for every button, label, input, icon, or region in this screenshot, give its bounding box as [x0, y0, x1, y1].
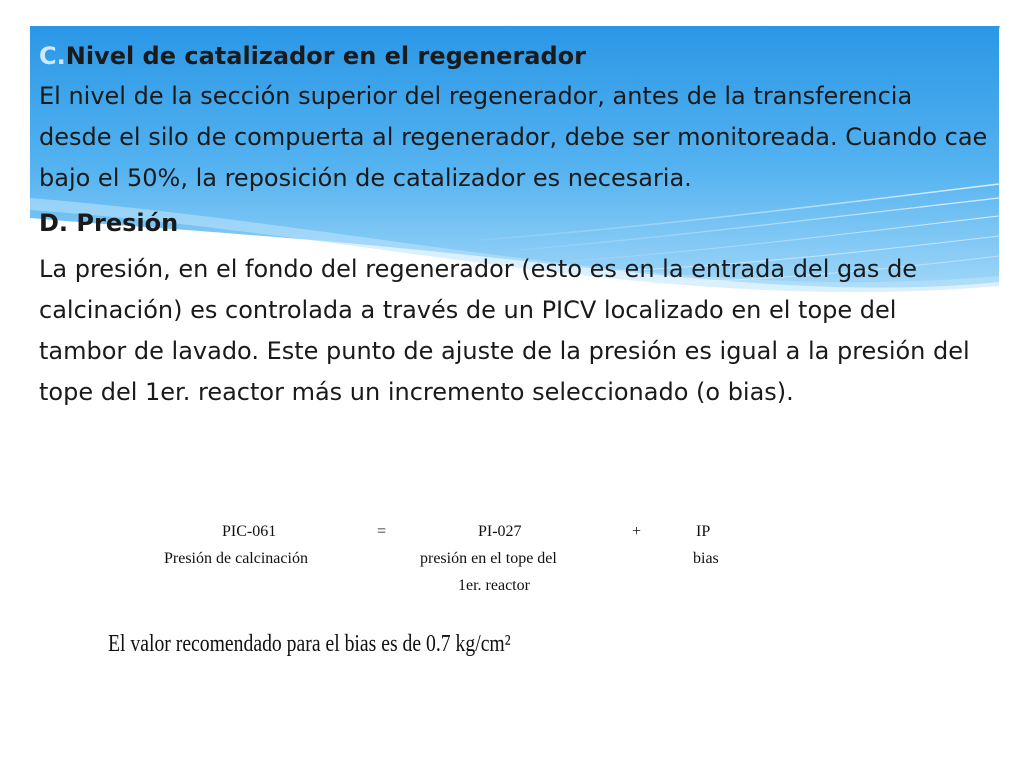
heading-section-c	[39, 38, 989, 74]
heading-section-c-prefix: C.	[39, 42, 66, 70]
formula-plus-sign: +	[632, 523, 642, 540]
formula-term3-symbol: ΙP	[696, 523, 711, 540]
recommendation-text: El valor recomendado para el bias es de 0.7 kg/cm²	[108, 631, 511, 657]
formula-equals-sign: =	[377, 523, 387, 540]
formula-term1-description: Presión de calcinación	[164, 550, 308, 567]
formula-term2-symbol: PI-027	[478, 523, 522, 540]
pressure-formula	[150, 518, 770, 608]
paragraph-section-d: La presión, en el fondo del regenerador (esto es en la entrada del gas de calcinación) es controlada a través de un PICV localizado en el tope del tambor de lavado. Este punto de ajuste de la presión es igual a la presión del tope del 1er. reactor más un incremento seleccionado (o bias).	[39, 255, 970, 406]
formula-term3-description: bias	[693, 550, 719, 567]
heading-section-c-title: Nivel de catalizador en el regenerador	[65, 42, 586, 70]
formula-term2-description-line2: 1er. reactor	[458, 577, 530, 594]
formula-term2-description-line1: presión en el tope del	[420, 550, 557, 567]
paragraph-section-c: El nivel de la sección superior del regenerador, antes de la transferencia desde el silo de compuerta al regenerador, debe ser monitoreada. Cuando cae bajo el 50%, la reposición de catalizador es necesaria.	[39, 82, 988, 192]
formula-term1-symbol: PIC-061	[222, 523, 277, 540]
heading-section-d: D. Presión	[39, 209, 179, 237]
slide-content	[39, 38, 989, 417]
